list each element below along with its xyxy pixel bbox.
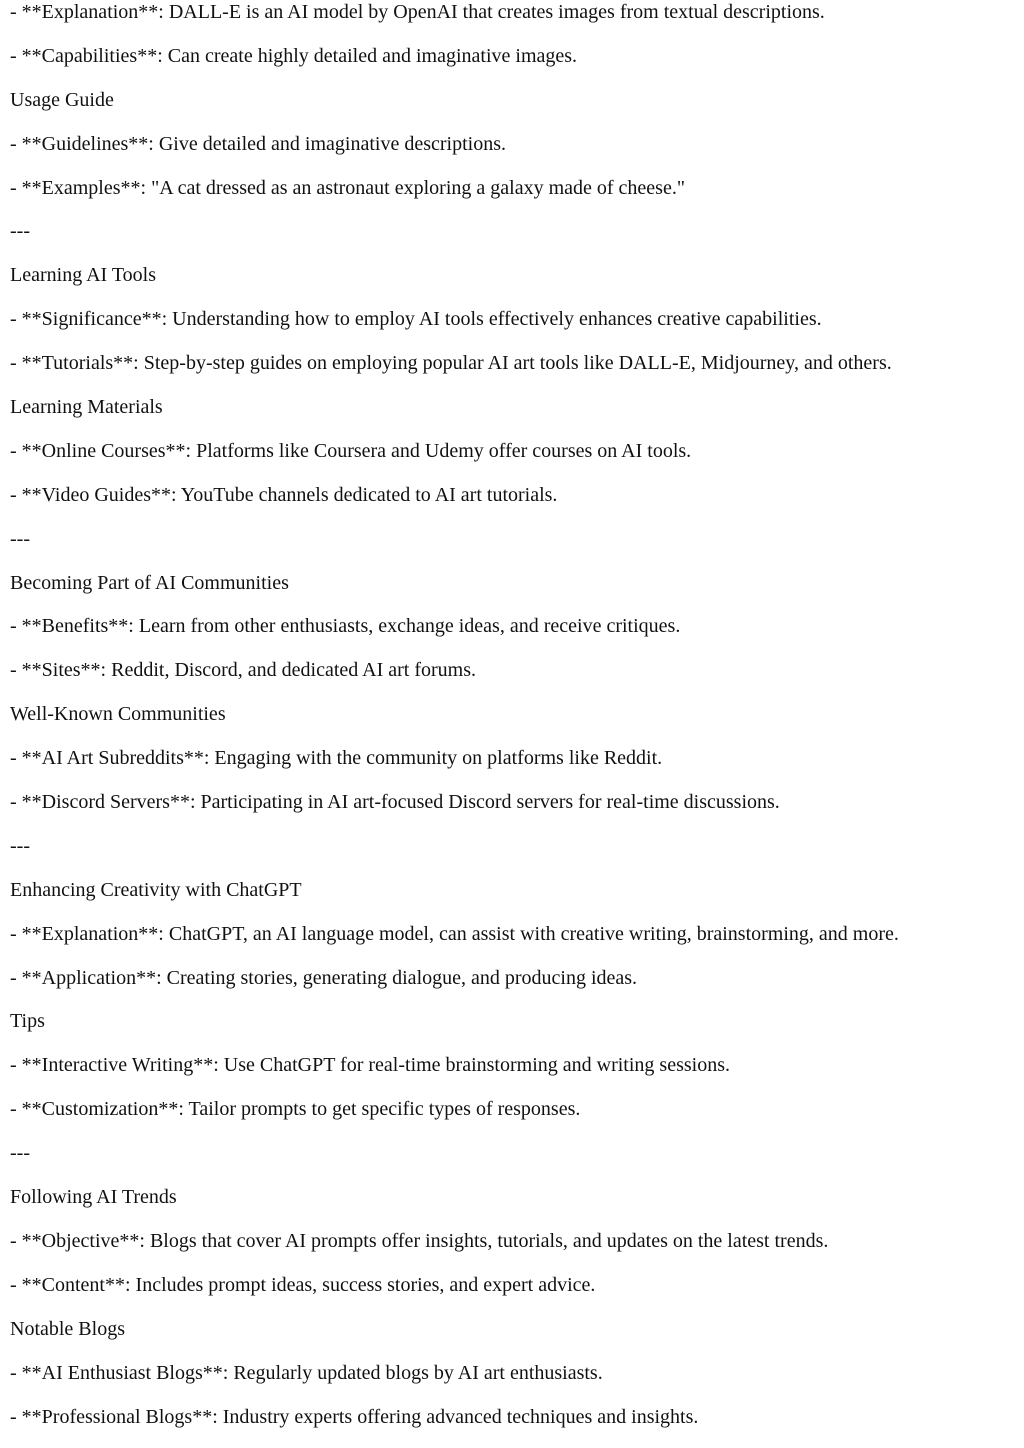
subheading-learning-materials: Learning Materials [10,396,163,419]
bullet-content: - **Content**: Includes prompt ideas, success stories, and expert advice. [10,1273,596,1296]
bullet-examples: - **Examples**: "A cat dressed as an astronaut exploring a galaxy made of cheese." [10,176,685,199]
heading-following-ai-trends: Following AI Trends [10,1186,177,1209]
bullet-discord-servers: - **Discord Servers**: Participating in AI art-focused Discord servers for real-time discussions. [10,791,780,814]
bullet-guidelines: - **Guidelines**: Give detailed and imaginative descriptions. [10,132,506,155]
bullet-benefits: - **Benefits**: Learn from other enthusiasts, exchange ideas, and receive critiques. [10,615,681,638]
bullet-objective: - **Objective**: Blogs that cover AI prompts offer insights, tutorials, and updates on the latest trends. [10,1229,829,1252]
heading-chatgpt-creativity: Enhancing Creativity with ChatGPT [10,878,302,901]
subheading-tips: Tips [10,1010,45,1033]
heading-ai-communities: Becoming Part of AI Communities [10,571,289,594]
bullet-interactive-writing: - **Interactive Writing**: Use ChatGPT for real-time brainstorming and writing sessions. [10,1054,730,1077]
section-divider: --- [10,1142,30,1165]
bullet-video-guides: - **Video Guides**: YouTube channels dedicated to AI art tutorials. [10,483,558,506]
bullet-chatgpt-explanation: - **Explanation**: ChatGPT, an AI language model, can assist with creative writing, brainstorming, and more. [10,922,899,945]
bullet-customization: - **Customization**: Tailor prompts to get specific types of responses. [10,1098,581,1121]
bullet-application: - **Application**: Creating stories, generating dialogue, and producing ideas. [10,966,638,989]
bullet-dalle-capabilities: - **Capabilities**: Can create highly detailed and imaginative images. [10,44,578,67]
bullet-professional-blogs: - **Professional Blogs**: Industry experts offering advanced techniques and insights. [10,1405,699,1428]
section-divider: --- [10,527,30,550]
bullet-online-courses: - **Online Courses**: Platforms like Coursera and Udemy offer courses on AI tools. [10,439,692,462]
bullet-significance: - **Significance**: Understanding how to employ AI tools effectively enhances creative capabilities. [10,308,822,331]
subheading-well-known-communities: Well-Known Communities [10,703,226,726]
subheading-notable-blogs: Notable Blogs [10,1317,125,1340]
bullet-sites: - **Sites**: Reddit, Discord, and dedicated AI art forums. [10,659,477,682]
bullet-ai-enthusiast-blogs: - **AI Enthusiast Blogs**: Regularly updated blogs by AI art enthusiasts. [10,1361,603,1384]
bullet-ai-art-subreddits: - **AI Art Subreddits**: Engaging with the community on platforms like Reddit. [10,747,663,770]
section-divider: --- [10,834,30,857]
subheading-usage-guide: Usage Guide [10,88,114,111]
heading-learning-ai-tools: Learning AI Tools [10,264,156,287]
bullet-tutorials: - **Tutorials**: Step-by-step guides on employing popular AI art tools like DALL-E, Midjourney, and others. [10,352,892,375]
bullet-dalle-explanation: - **Explanation**: DALL-E is an AI model by OpenAI that creates images from textual descriptions. [10,1,825,23]
document-body [10,0,1010,1448]
section-divider: --- [10,220,30,243]
